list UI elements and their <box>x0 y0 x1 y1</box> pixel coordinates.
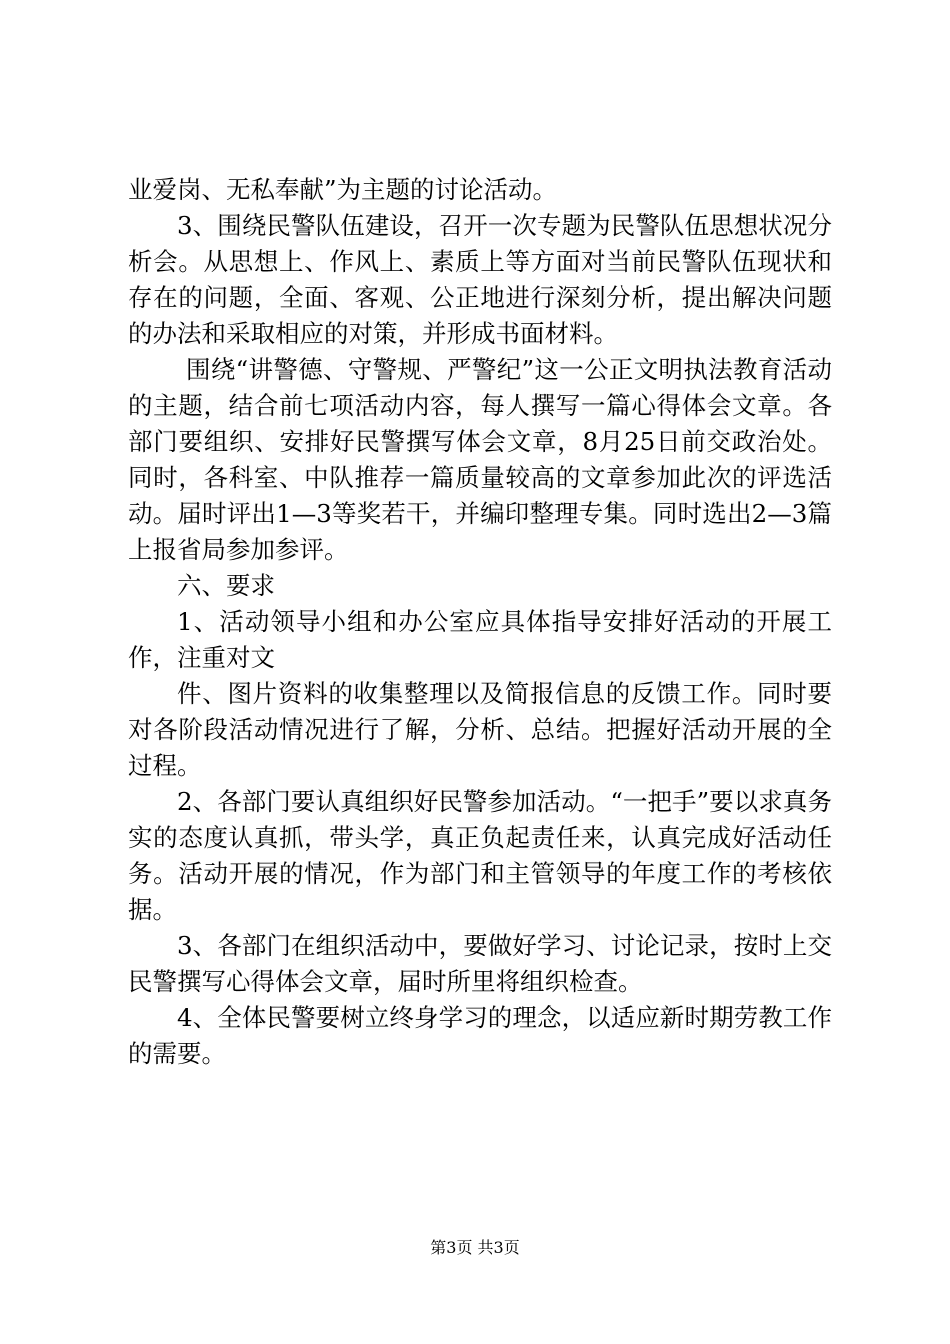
paragraph-requirement-1-continued: 件、图片资料的收集整理以及简报信息的反馈工作。同时要对各阶段活动情况进行了解，分析、总结。把握好活动开展的全过程。 <box>128 679 832 780</box>
paragraph-item-3-analysis-meeting: 3、围绕民警队伍建设，召开一次专题为民警队伍思想状况分析会。从思想上、作风上、素质上等方面对当前民警队伍现状和存在的问题，全面、客观、公正地进行深刻分析，提出解决问题的办法和采取相应的对策，并形成书面材料。 <box>128 211 832 348</box>
paragraph-continuation: 业爱岗、无私奉献”为主题的讨论活动。 <box>128 175 558 204</box>
page-footer-number: 第3页 共3页 <box>430 1238 520 1257</box>
paragraph-requirement-4: 4、全体民警要树立终身学习的理念，以适应新时期劳教工作的需要。 <box>128 1003 832 1068</box>
section-heading-requirements: 六、要求 <box>177 571 275 600</box>
document-body <box>128 172 832 1072</box>
paragraph-requirement-2: 2、各部门要认真组织好民警参加活动。“一把手”要以求真务实的态度认真抓，带头学，真正负起责任来，认真完成好活动任务。活动开展的情况，作为部门和主管领导的年度工作的考核依据。 <box>128 787 832 924</box>
paragraph-requirement-3: 3、各部门在组织活动中，要做好学习、讨论记录，按时上交民警撰写心得体会文章，届时所里将组织检查。 <box>128 931 832 996</box>
paragraph-requirement-1: 1、活动领导小组和办公室应具体指导安排好活动的开展工作，注重对文 <box>128 607 832 672</box>
paragraph-essay-writing: 围绕“讲警德、守警规、严警纪”这一公正文明执法教育活动的主题，结合前七项活动内容，每人撰写一篇心得体会文章。各部门要组织、安排好民警撰写体会文章，8月25日前交政治处。同时，各科室、中队推荐一篇质量较高的文章参加此次的评选活动。届时评出1—3等奖若干，并编印整理专集。同时选出2—3篇上报省局参加参评。 <box>128 355 832 564</box>
